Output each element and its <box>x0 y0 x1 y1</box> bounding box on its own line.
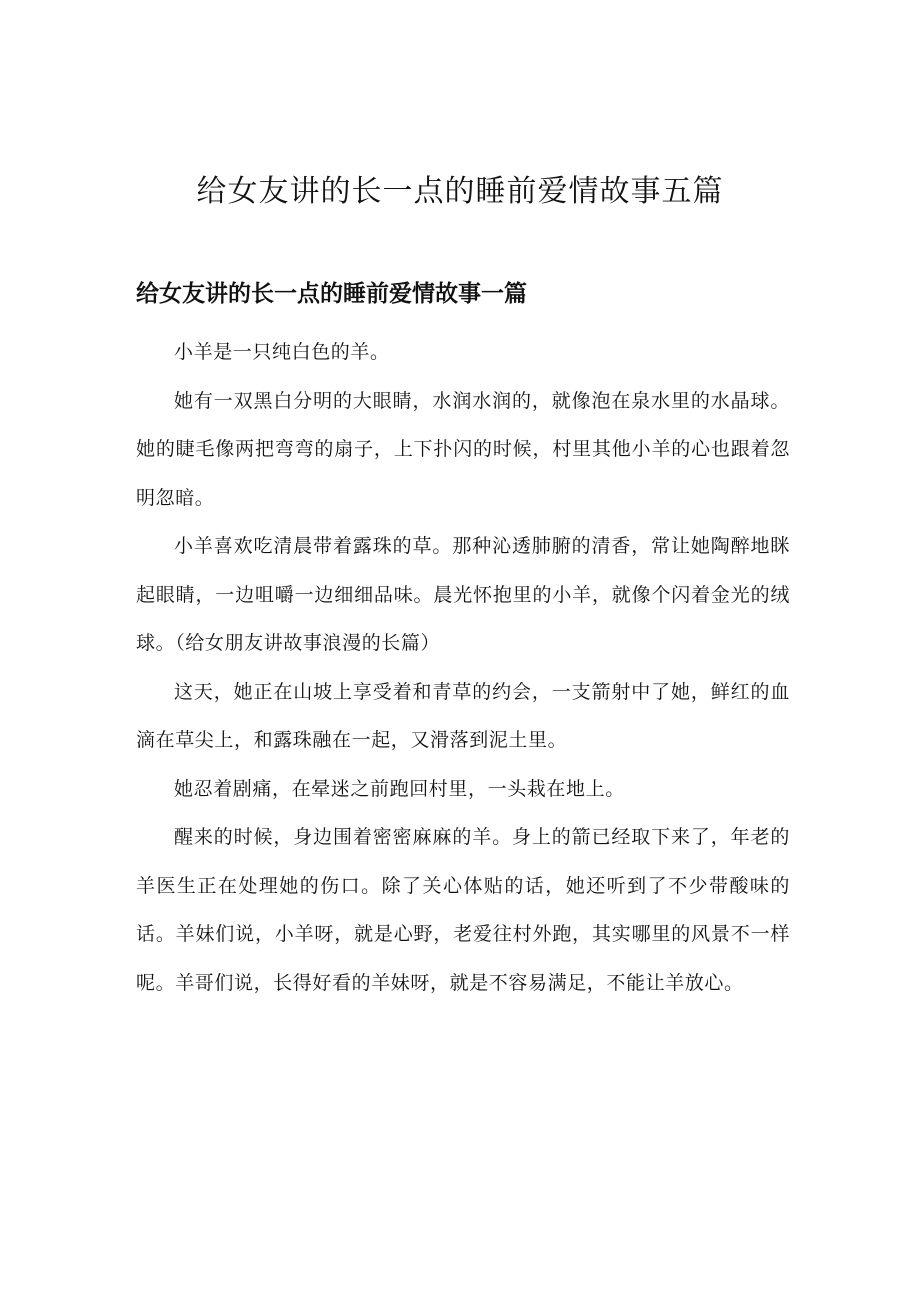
document-title: 给女友讲的长一点的睡前爱情故事五篇 <box>196 174 724 209</box>
paragraph: 小羊是一只纯白色的羊。 <box>174 341 390 363</box>
paragraph: 醒来的时候，身边围着密密麻麻的羊。身上的箭已经取下来了，年老的羊医生正在处理她的伤口。除了关心体贴的话，她还听到了不少带酸味的话。羊妹们说，小羊呀，就是心野，老爱往村外跑，其实哪里的风景不一样呢。羊哥们说，长得好看的羊妹呀，就是不容易满足，不能让羊放心。 <box>136 826 790 994</box>
paragraph: 这天，她正在山坡上享受着和青草的约会，一支箭射中了她，鲜红的血滴在草尖上，和露珠融在一起，又滑落到泥土里。 <box>136 680 790 751</box>
paragraph: 她忍着剧痛，在晕迷之前跑回村里，一头栽在地上。 <box>174 777 625 800</box>
story-body <box>136 328 790 1007</box>
paragraph: 她有一双黑白分明的大眼睛，水润水润的，就像泡在泉水里的水晶球。她的睫毛像两把弯弯的扇子，上下扑闪的时候，村里其他小羊的心也跟着忽明忽暗。 <box>136 389 790 509</box>
section-heading: 给女友讲的长一点的睡前爱情故事一篇 <box>136 281 527 307</box>
paragraph: 小羊喜欢吃清晨带着露珠的草。那种沁透肺腑的清香，常让她陶醉地眯起眼睛，一边咀嚼一边细细品味。晨光怀抱里的小羊，就像个闪着金光的绒球。（给女朋友讲故事浪漫的长篇） <box>136 535 790 654</box>
